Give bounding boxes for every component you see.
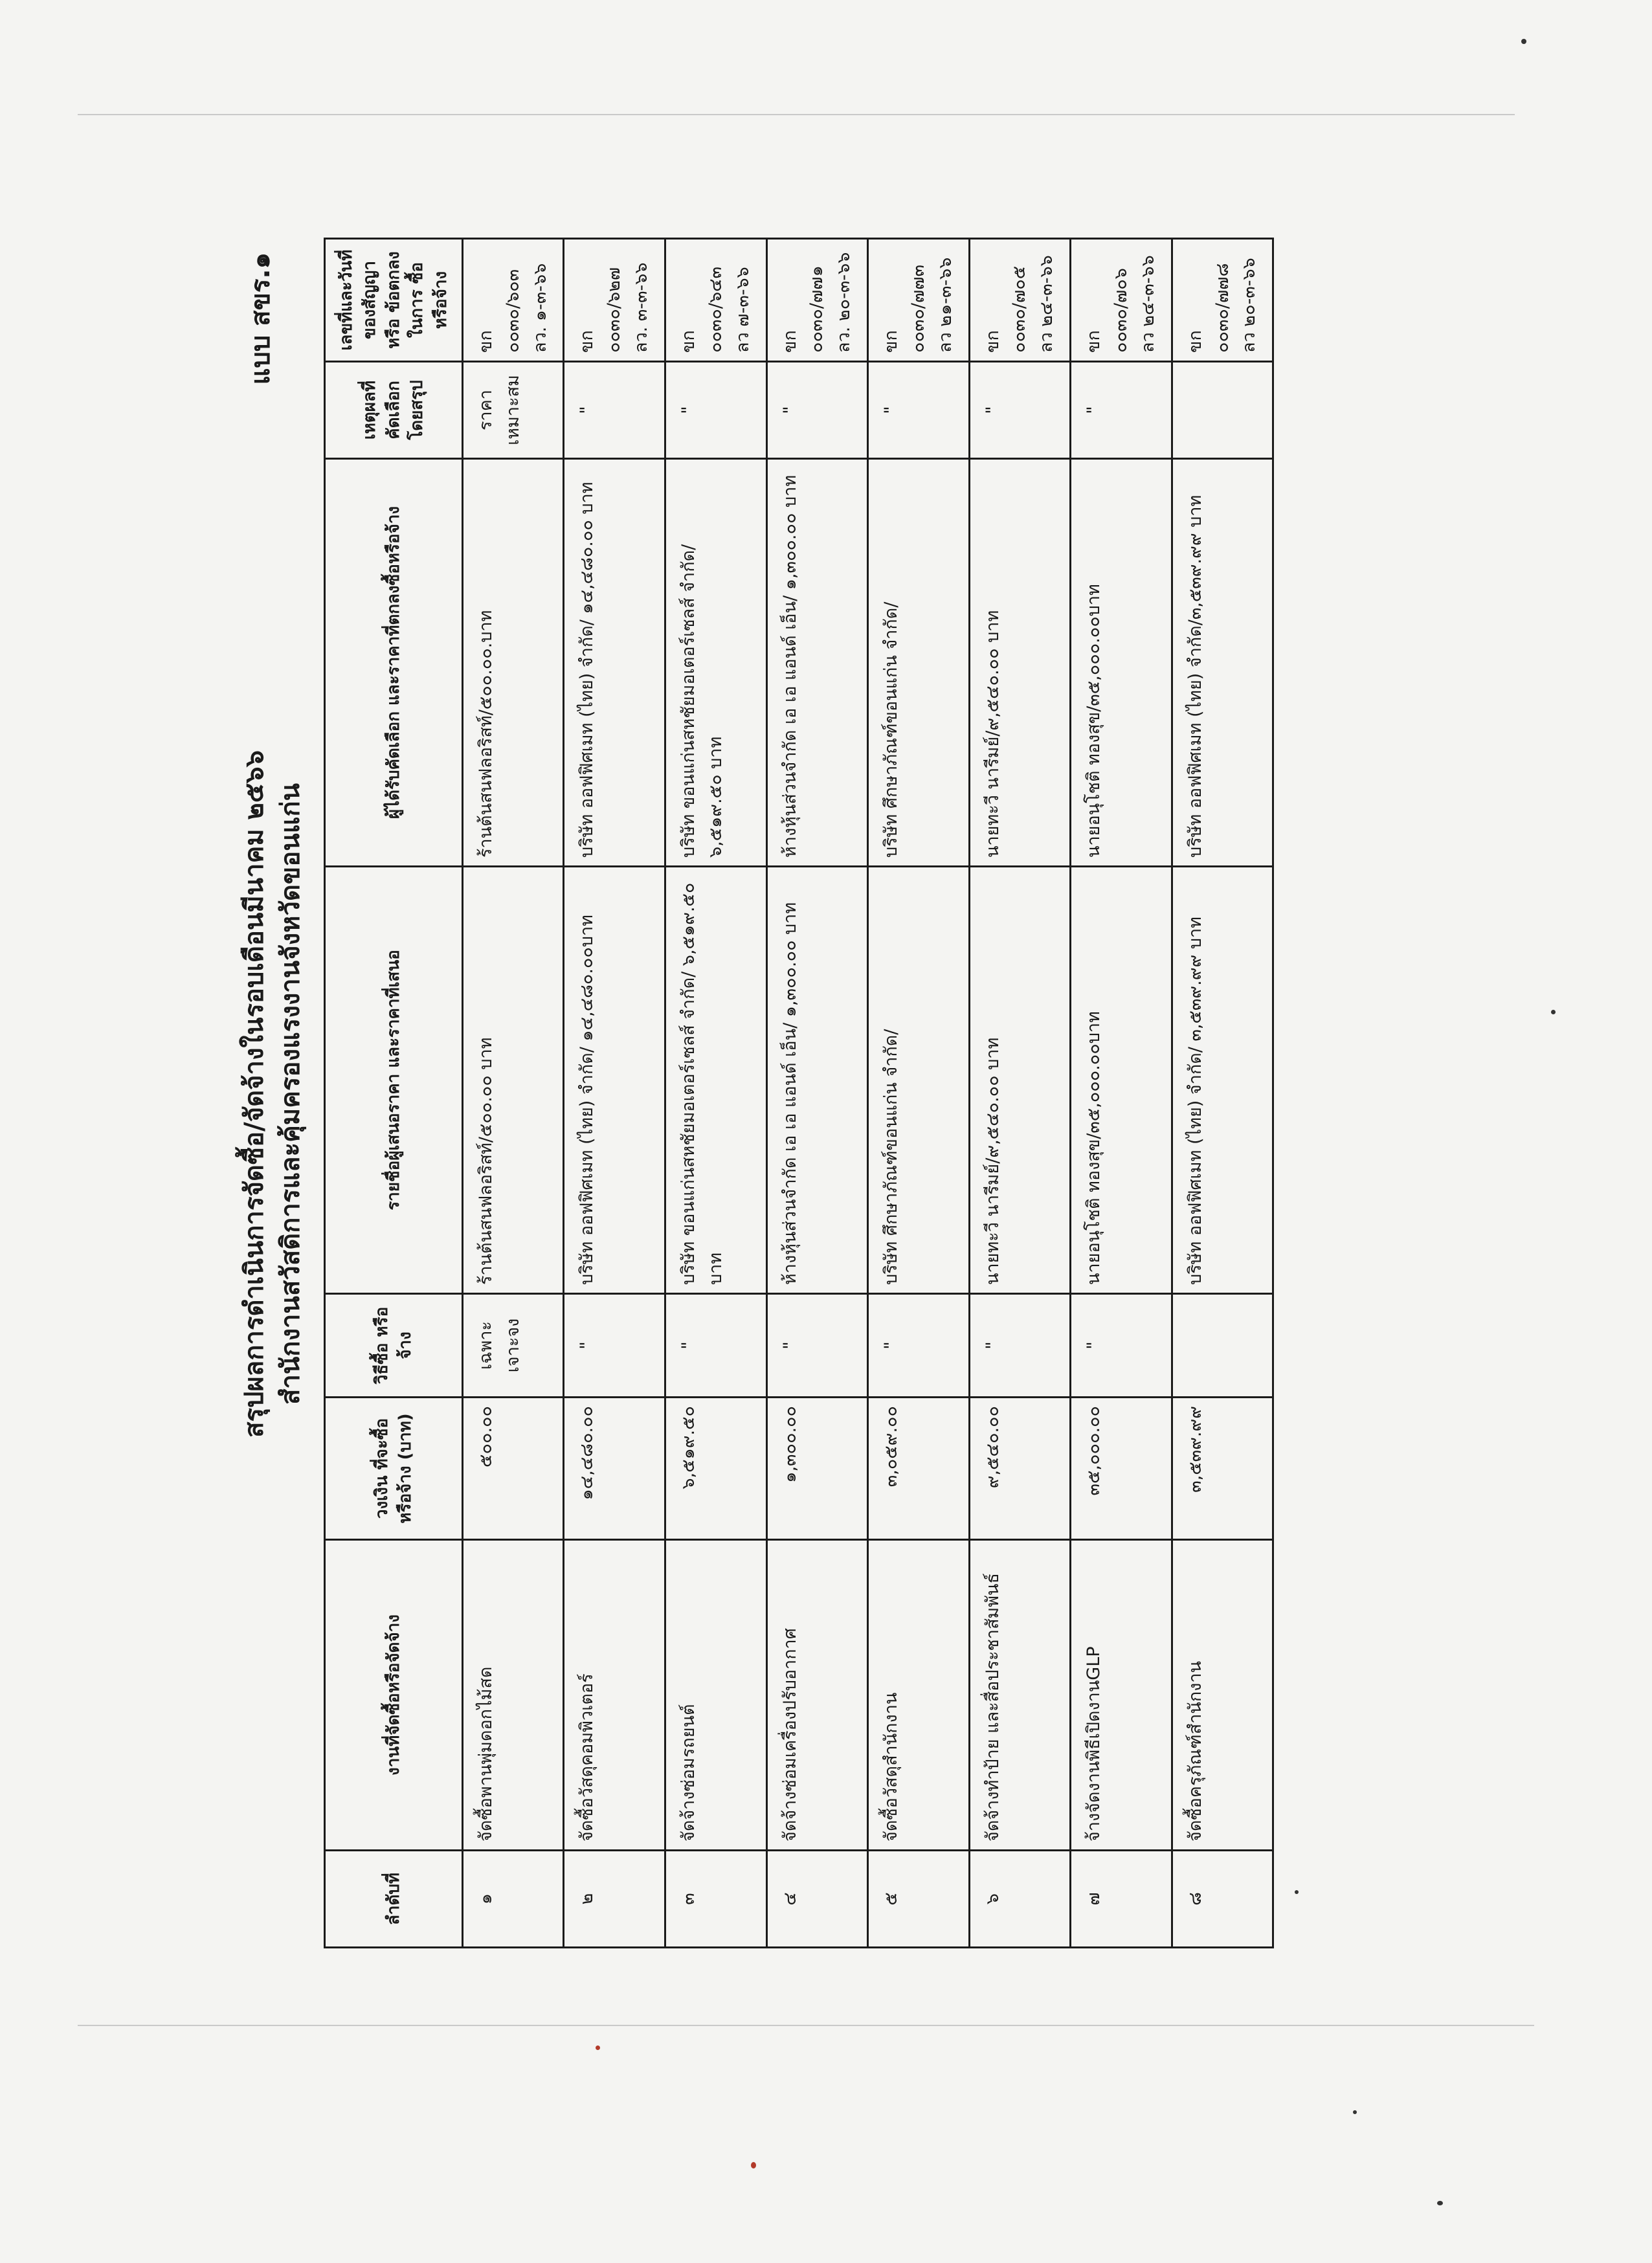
row-no: ๘ [1172,1851,1273,1948]
row-no: ๔ [766,1851,868,1948]
row-budget: ๑๔,๔๘๐.๐๐ [564,1398,665,1540]
row-reason: " [766,362,868,459]
scan-top-line [78,114,1515,115]
row-contract: ขก ๐๐๓๐/๗๗๘ ลว ๒๐-๓-๖๖ [1172,239,1273,362]
row-method: " [665,1294,767,1398]
row-contract: ขก ๐๐๓๐/๗๐๕ ลว ๒๔-๓-๖๖ [969,239,1071,362]
table-row [868,239,970,1948]
scan-speck [1437,2201,1443,2205]
header-reason: เหตุผลที่ คัดเลือก โดยสรุป [325,362,463,459]
row-winner: บริษัท ขอนแก่นสหชัยมอเตอร์เซลส์ จำกัด/ ๖,๕๑๙.๕๐ บาท [665,459,767,867]
row-winner: ร้านต้นสนฟลอริสท์/๕๐๐.๐๐.บาท [462,459,564,867]
row-budget: ๓,๕๓๙.๙๙ [1172,1398,1273,1540]
row-method: " [969,1294,1071,1398]
row-no: ๒ [564,1851,665,1948]
row-bidders: บริษัท ขอนแก่นสหชัยมอเตอร์เซลส์ จำกัด/ ๖,๕๑๙.๕๐ บาท [665,867,767,1294]
row-contract: ขก ๐๐๓๐/๖๐๓ ลว. ๑-๓-๖๖ [462,239,564,362]
row-no: ๓ [665,1851,767,1948]
table-row [462,239,564,1948]
form-code: แบบ สขร.๑ [246,252,276,385]
row-budget: ๕๐๐.๐๐ [462,1398,564,1540]
document-subtitle: สำนักงานสวัสดิการและคุ้มครองแรงงานจังหวัดขอนแก่น [276,783,306,1405]
row-work: จัดซื้อวัสดุคอมพิวเตอร์ [564,1540,665,1851]
row-work: จัดจ้างซ่อมเครื่องปรับอากาศ [766,1540,868,1851]
row-reason: ราคา เหมาะสม [462,362,564,459]
row-winner: บริษัท ออฟฟิศเมท (ไทย) จำกัด/ ๑๔,๔๘๐.๐๐ บาท [564,459,665,867]
row-work: จัดซื้อครุภัณฑ์สำนักงาน [1172,1540,1273,1851]
row-budget: ๓,๐๕๙.๐๐ [868,1398,970,1540]
header-contract: เลขที่และวันที่ ของสัญญาหรือ ข้อตกลงในการ ซื้อหรือจ้าง [325,239,463,362]
row-winner: ห้างหุ้นส่วนจำกัด เอ เอ แอนด์ เอ็น/ ๑,๓๐๐.๐๐ บาท [766,459,868,867]
row-method: " [1071,1294,1172,1398]
table-header-row [325,239,463,1948]
row-budget: ๑,๓๐๐.๐๐ [766,1398,868,1540]
table-row [1071,239,1172,1948]
row-method: " [766,1294,868,1398]
scan-speck [1521,39,1526,44]
scan-bottom-line [78,2025,1534,2026]
scan-speck [1295,1890,1299,1894]
table-row [766,239,868,1948]
row-work: จัดจ้างทำป้าย และสื่อประชาสัมพันธ์ [969,1540,1071,1851]
row-reason [1172,362,1273,459]
row-winner: บริษัท ศึกษาภัณฑ์ขอนแก่น จำกัด/ [868,459,970,867]
row-contract: ขก ๐๐๓๐/๗๐๖ ลว ๒๔-๓-๖๖ [1071,239,1172,362]
row-bidders: นายอนุโชติ ทองสุข/๓๕,๐๐๐.๐๐บาท [1071,867,1172,1294]
row-bidders: บริษัท ออฟฟิศเมท (ไทย) จำกัด/ ๑๔,๔๘๐.๐๐บาท [564,867,665,1294]
header-method: วิธีซื้อ หรือจ้าง [325,1294,463,1398]
row-bidders: บริษัท ออฟฟิศเมท (ไทย) จำกัด/ ๓,๕๓๙.๙๙ บาท [1172,867,1273,1294]
row-winner: บริษัท ออฟฟิศเมท (ไทย) จำกัด/๓,๕๓๙.๙๙ บาท [1172,459,1273,867]
procurement-table [324,238,1274,1948]
row-budget: ๖,๕๑๙.๕๐ [665,1398,767,1540]
row-work: จัดซื้อพานพุ่มดอกไม้สด [462,1540,564,1851]
row-work: จ้างจัดงานพิธีเปิดงานGLP [1071,1540,1172,1851]
document-title: สรุปผลการดำเนินการจัดซื้อ/จัดจ้างในรอบเดือนมีนาคม ๒๕๖๖ [240,750,269,1438]
row-work: จัดจ้างซ่อมรถยนต์ [665,1540,767,1851]
row-contract: ขก ๐๐๓๐/๗๗๑ ลว. ๒๐-๓-๖๖ [766,239,868,362]
row-no: ๗ [1071,1851,1172,1948]
row-reason: " [564,362,665,459]
row-bidders: บริษัท ศึกษาภัณฑ์ขอนแก่น จำกัด/ [868,867,970,1294]
row-contract: ขก ๐๐๓๐/๖๔๓ ลว ๗-๓-๖๖ [665,239,767,362]
table-row [665,239,767,1948]
header-bidders: รายชื่อผู้เสนอราคา และราคาที่เสนอ [325,867,463,1294]
scan-speck [596,2046,600,2050]
row-no: ๖ [969,1851,1071,1948]
row-reason: " [969,362,1071,459]
procurement-document [240,227,1260,1961]
row-reason: " [868,362,970,459]
scan-speck [751,2162,756,2168]
row-no: ๕ [868,1851,970,1948]
row-bidders: นายทะวี นารีมย์/๙,๕๔๐.๐๐ บาท [969,867,1071,1294]
header-no: ลำดับที่ [325,1851,463,1948]
row-no: ๑ [462,1851,564,1948]
row-work: จัดซื้อวัสดุสำนักงาน [868,1540,970,1851]
row-budget: ๓๕,๐๐๐.๐๐ [1071,1398,1172,1540]
row-method: เฉพาะเจาะจง [462,1294,564,1398]
table-row [1172,239,1273,1948]
row-method [1172,1294,1273,1398]
scan-speck [1353,2110,1357,2114]
row-contract: ขก ๐๐๓๐/๖๒๗ ลว. ๓-๓-๖๖ [564,239,665,362]
row-reason: " [1071,362,1172,459]
row-winner: นายทะวี นารีมย์/๙,๕๔๐.๐๐ บาท [969,459,1071,867]
header-budget: วงเงิน ที่จะซื้อ หรือจ้าง (บาท) [325,1398,463,1540]
row-bidders: ห้างหุ้นส่วนจำกัด เอ เอ แอนด์ เอ็น/ ๑,๓๐๐.๐๐ บาท [766,867,868,1294]
row-bidders: ร้านต้นสนฟลอริสท์/๕๐๐.๐๐ บาท [462,867,564,1294]
row-winner: นายอนุโชติ ทองสุข/๓๕,๐๐๐.๐๐บาท [1071,459,1172,867]
header-work: งานที่จัดซื้อหรือจัดจ้าง [325,1540,463,1851]
row-budget: ๙,๕๔๐.๐๐ [969,1398,1071,1540]
table-row [969,239,1071,1948]
row-method: " [564,1294,665,1398]
table-row [564,239,665,1948]
scan-speck [1551,1010,1556,1014]
row-reason: " [665,362,767,459]
row-contract: ขก ๐๐๓๐/๗๗๓ ลว ๒๑-๓-๖๖ [868,239,970,362]
row-method: " [868,1294,970,1398]
header-winner: ผู้ได้รับคัดเลือก และราคาที่ตกลงซื้อหรือจ้าง [325,459,463,867]
